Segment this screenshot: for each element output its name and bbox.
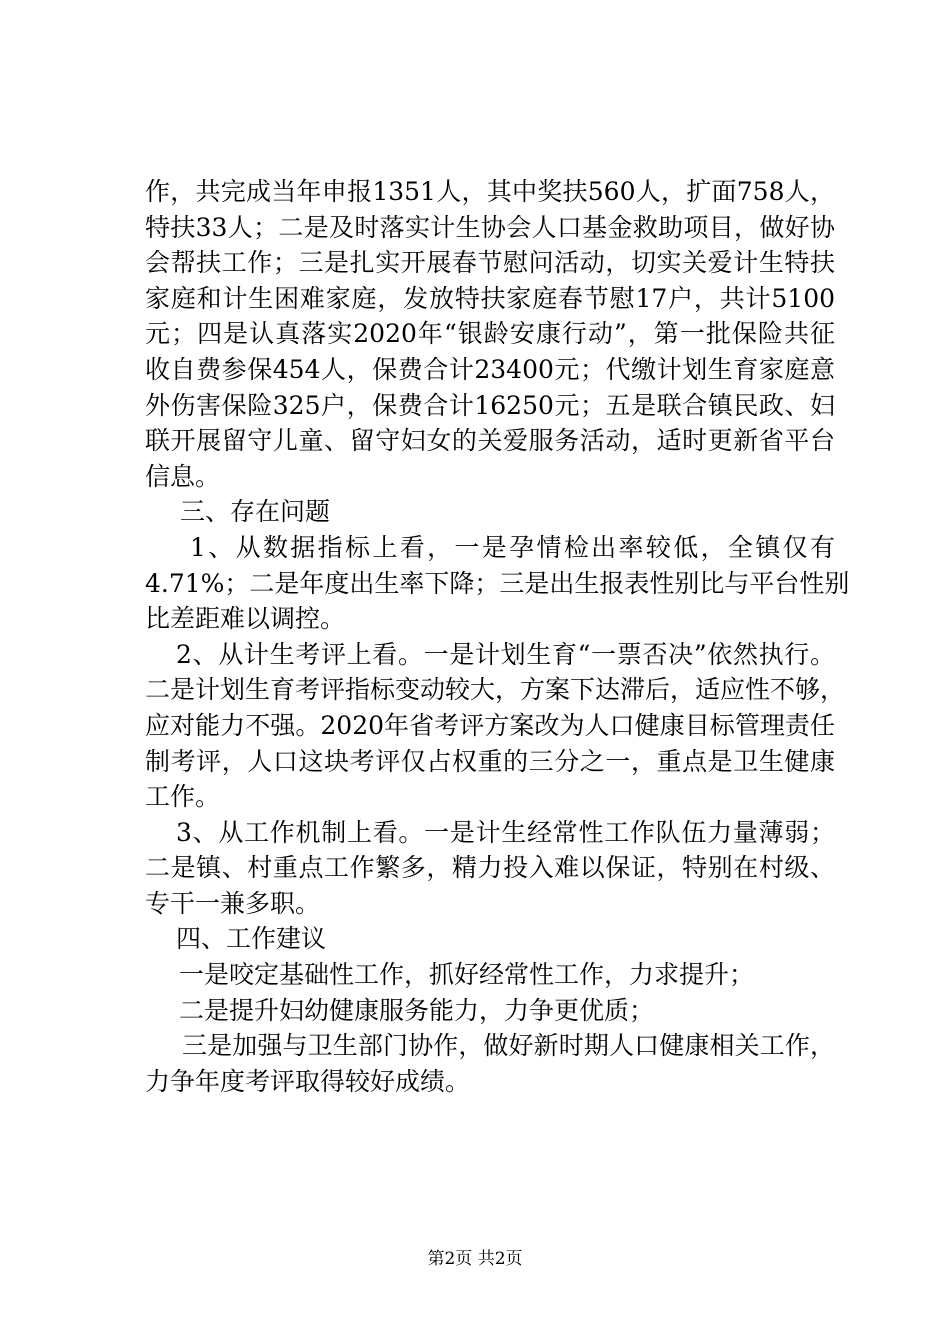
text-line: 4.71%；二是年度出生率下降；三是出生报表性别比与平台性别 — [145, 568, 850, 598]
text-line: 2、从计生考评上看。一是计划生育“一票否决”依然执行。 — [176, 639, 835, 669]
text-line: 制考评，人口这块考评仅占权重的三分之一，重点是卫生健康 — [145, 746, 835, 776]
text-line: 信息。 — [145, 461, 221, 491]
text-line: 1、从数据指标上看，一是孕情检出率较低，全镇仅有 — [190, 532, 835, 562]
text-line: 二是提升妇幼健康服务能力，力争更优质； — [179, 995, 655, 1025]
section-heading: 三、存在问题 — [180, 497, 331, 527]
text-line: 比差距难以调控。 — [145, 604, 346, 634]
page-footer: 第2页 共2页 — [427, 1249, 523, 1269]
text-line: 作，共完成当年申报1351人，其中奖扶560人，扩面758人， — [145, 177, 835, 206]
text-line: 工作。 — [145, 782, 221, 812]
text-line: 家庭和计生困难家庭，发放特扶家庭春节慰17户，共计5100 — [145, 283, 835, 313]
text-line: 联开展留守儿童、留守妇女的关爱服务活动，适时更新省平台 — [145, 426, 835, 456]
text-line: 3、从工作机制上看。一是计生经常性工作队伍力量薄弱； — [176, 817, 835, 847]
text-line: 力争年度考评取得较好成绩。 — [145, 1066, 471, 1096]
section-heading: 四、工作建议 — [176, 924, 327, 954]
text-line: 二是计划生育考评指标变动较大，方案下达滞后，适应性不够， — [145, 675, 846, 705]
text-line: 特扶33人；二是及时落实计生协会人口基金救助项目，做好协 — [145, 212, 835, 242]
text-line: 元；四是认真落实2020年“银龄安康行动”，第一批保险共征 — [145, 319, 835, 349]
text-line: 专干一兼多职。 — [145, 888, 321, 918]
text-line: 收自费参保454人，保费合计23400元；代缴计划生育家庭意 — [145, 354, 835, 384]
text-line: 外伤害保险325户，保费合计16250元；五是联合镇民政、妇 — [145, 390, 835, 420]
document-body — [145, 174, 850, 1099]
text-line: 三是加强与卫生部门协作，做好新时期人口健康相关工作， — [182, 1031, 835, 1061]
text-line: 应对能力不强。2020年省考评方案改为人口健康目标管理责任 — [145, 710, 835, 740]
text-line: 一是咬定基础性工作，抓好经常性工作，力求提升； — [179, 960, 755, 990]
text-line: 二是镇、村重点工作繁多，精力投入难以保证，特别在村级、 — [145, 853, 835, 883]
text-line: 会帮扶工作；三是扎实开展春节慰问活动，切实关爱计生特扶 — [145, 248, 835, 278]
